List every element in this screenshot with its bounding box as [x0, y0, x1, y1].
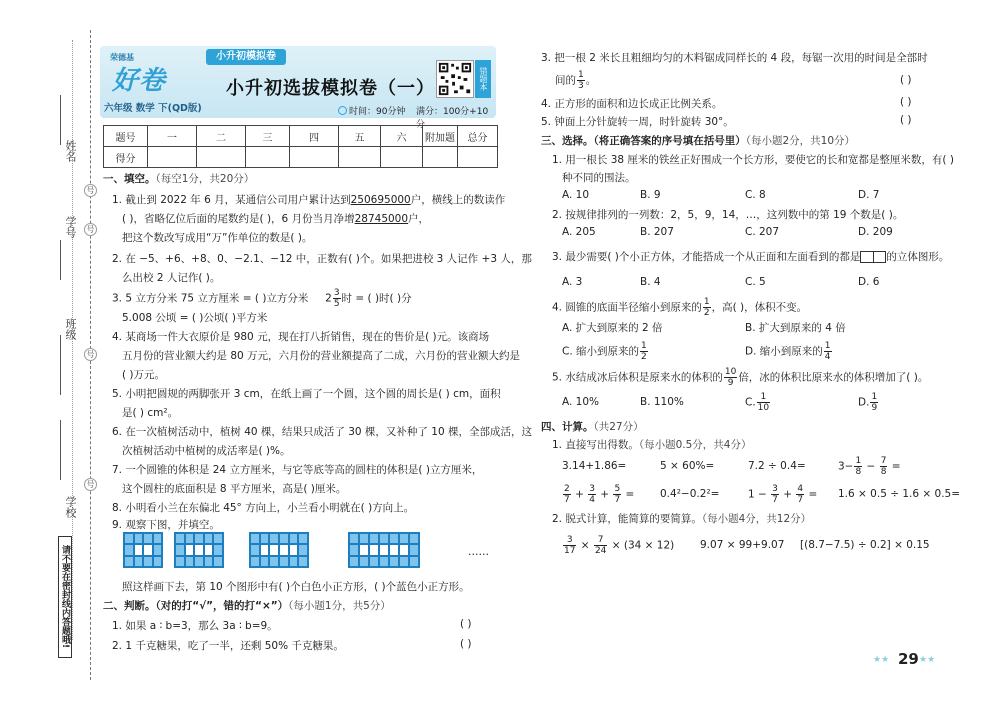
calc-1-expr-7: 1 − $\frac{3}{7}$ + $\frac{4}{7}$ = [748, 484, 818, 505]
score-input-cell[interactable] [290, 147, 339, 168]
choice-1-option-a[interactable]: A. 10 [562, 189, 590, 201]
choice-4-option-d[interactable]: D. 缩小到原来的 $\frac{1}{4}$ [745, 341, 831, 362]
choice-3-option-c[interactable]: C. 5 [745, 276, 766, 288]
pattern-figure-2 [174, 532, 224, 568]
calc-2-title: 2. 脱式计算，能简算的要简算。（每小题4分，共12分） [552, 513, 812, 525]
table-cell: 总分 [458, 126, 498, 147]
seal-mark: 号 [84, 223, 97, 236]
judge-5: 5. 钟面上分针旋转一周，时针旋转 30°。 [541, 116, 734, 128]
star-decoration-right: ★★ [919, 655, 936, 665]
choice-2: 2. 按规律排列的一列数：2，5，9，14，…，这列数中的第 19 个数是( )。 [552, 209, 904, 221]
calc-2-expr-2: 9.07 × 99+9.07 [700, 539, 785, 551]
choice-1-option-c[interactable]: C. 8 [745, 189, 766, 201]
choice-3: 3. 最少需要( )个小正方体，才能搭成一个从正面和左面看到的都是 的立体图形。 [552, 251, 950, 263]
page-number: 29 [898, 650, 919, 668]
score-input-cell[interactable] [423, 147, 458, 168]
exam-time: 时间：90分钟 [338, 104, 405, 117]
score-input-cell[interactable] [148, 147, 197, 168]
answer-paren[interactable]: ( ) [900, 74, 912, 86]
choice-1-option-b[interactable]: B. 9 [640, 189, 661, 201]
score-input-cell[interactable] [381, 147, 423, 168]
choice-3-option-d[interactable]: D. 6 [858, 276, 880, 288]
question-5-line-2: 是( ) cm²。 [122, 407, 179, 419]
school-label: 学校 [64, 496, 77, 518]
question-7-line-2: 这个圆柱的底面积是 8 平方厘米，高是( )厘米。 [122, 483, 347, 495]
choice-3-option-a[interactable]: A. 3 [562, 276, 583, 288]
calc-1-title: 1. 直接写出得数。（每小题0.5分，共4分） [552, 439, 752, 451]
question-3-line-2: 5.008 公顷 = ( )公顷( )平方米 [122, 312, 268, 324]
choice-4-option-c[interactable]: C. 缩小到原来的 $\frac{1}{2}$ [562, 341, 647, 362]
calc-2-expr-3: [(8.7−7.5) ÷ 0.2] × 0.15 [800, 539, 930, 551]
choice-4-option-a[interactable]: A. 扩大到原来的 2 倍 [562, 322, 663, 334]
choice-4: 4. 圆锥的底面半径缩小到原来的 $\frac{1}{2}$ ，高( )，体积不变。 [552, 297, 808, 318]
clock-icon [338, 106, 347, 115]
question-1-line-3: 把这个数改写成用“万”作单位的数是( )。 [122, 232, 313, 244]
question-7-line-1: 7. 一个圆锥的体积是 24 立方厘米，与它等底等高的圆柱的体积是( )立方厘米， [112, 464, 483, 476]
question-5-line-1: 5. 小明把圆规的两脚张开 3 cm，在纸上画了一个圆，这个圆的周长是( ) cm，面积 [112, 388, 501, 400]
table-cell: 三 [246, 126, 290, 147]
question-9-blank-line: 照这样画下去，第 10 个图形中有( )个白色小正方形，( )个蓝色小正方形。 [122, 581, 470, 593]
seal-warning: 请不要在密封线内答题哦! [58, 536, 72, 658]
calc-1-expr-6: 0.4²−0.2²= [660, 488, 720, 500]
question-4-line-2: 五月份的营业额大约是 80 万元，六月份的营业额提高了二成，六月份的营业额大约是 [122, 350, 521, 362]
seal-mark: 号 [84, 348, 97, 361]
pattern-ellipsis: …… [468, 546, 489, 558]
brand-logo: 好卷 [112, 66, 167, 96]
choice-5: 5. 水结成冰后体积是原来水的体积的 $\frac{10}{9}$ 倍，冰的体积比原来水的体积增加了( )。 [552, 367, 929, 388]
score-input-cell[interactable] [458, 147, 498, 168]
series-tag: 小升初模拟卷 [206, 49, 286, 65]
question-8: 8. 小明看小兰在东偏北 45° 方向上，小兰看小明就在( )方向上。 [112, 502, 415, 514]
name-label: 姓名 [64, 140, 77, 162]
answer-paren[interactable]: ( ) [460, 638, 472, 650]
choice-1-option-d[interactable]: D. 7 [858, 189, 880, 201]
score-table-score-row [104, 147, 498, 168]
question-4-line-3: ( )万元。 [122, 369, 166, 381]
mistake-book-tag: 错题本 [475, 60, 491, 98]
choice-2-option-b[interactable]: B. 207 [640, 226, 674, 238]
choice-1-line-1: 1. 用一根长 38 厘米的铁丝正好围成一个长方形，要使它的长和宽都是整厘米数，有( ) [552, 154, 954, 166]
class-label: 班级 [64, 318, 77, 340]
pattern-figure-3 [249, 532, 309, 568]
exam-full-score: 满分：100分+10分 [416, 107, 489, 130]
question-2-line-2: 么出校 2 人记作( )。 [122, 272, 221, 284]
answer-paren[interactable]: ( ) [460, 618, 472, 630]
judge-3-line-1: 3. 把一根 2 米长且粗细均匀的木料锯成同样长的 4 段，每锯一次用的时间是全部时 [541, 52, 928, 64]
question-6-line-2: 次植树活动中植树的成活率是( )%。 [122, 445, 291, 457]
choice-3-option-b[interactable]: B. 4 [640, 276, 661, 288]
seal-dotted-line [72, 40, 73, 640]
calc-1-expr-1: 3.14+1.86= [562, 460, 627, 472]
pattern-figure-4 [348, 532, 420, 568]
calc-2-expr-1: $\frac{3}{17}$ × $\frac{7}{24}$ × (34 × 12) [564, 535, 675, 556]
choice-5-option-d[interactable]: D. $\frac{1}{9}$ [858, 392, 878, 413]
calc-1-expr-4: 3− $\frac{1}{8}$ − $\frac{7}{8}$ = [838, 456, 901, 477]
section-fill-blank-title: 一、填空。（每空1分，共20分） [103, 173, 255, 185]
choice-2-option-c[interactable]: C. 207 [745, 226, 780, 238]
publisher-name: 荣德基 [110, 53, 134, 62]
section-calc-title: 四、计算。（共27分） [541, 421, 644, 433]
judge-3-line-2: 间的 $\frac{1}{3}$ 。 [555, 70, 597, 91]
question-2-line-1: 2. 在 −5、+6、+8、0、−2.1、−12 中，正数有( )个。如果把进校 3 人记作 +3 人，那 [112, 253, 532, 265]
question-9: 9. 观察下图，并填空。 [112, 519, 220, 531]
section-choice-title: 三、选择。（将正确答案的序号填在括号里）（每小题2分，共10分） [541, 135, 856, 147]
two-square-view-figure [860, 251, 886, 263]
choice-5-option-c[interactable]: C. $\frac{1}{10}$ [745, 392, 770, 413]
judge-2: 2. 1 千克糖果，吃了一半，还剩 50% 千克糖果。 [112, 640, 344, 652]
answer-paren[interactable]: ( ) [900, 96, 912, 108]
calc-1-expr-8: 1.6 × 0.5 ÷ 1.6 × 0.5= [838, 488, 961, 500]
qr-code-icon[interactable] [436, 60, 474, 98]
table-cell: 二 [197, 126, 246, 147]
table-cell: 一 [148, 126, 197, 147]
score-input-cell[interactable] [246, 147, 290, 168]
score-input-cell[interactable] [339, 147, 381, 168]
choice-4-option-b[interactable]: B. 扩大到原来的 4 倍 [745, 322, 846, 334]
score-input-cell[interactable] [197, 147, 246, 168]
score-table-header-row [104, 126, 498, 147]
answer-paren[interactable]: ( ) [900, 114, 912, 126]
seal-mark: 号 [84, 478, 97, 491]
choice-5-option-a[interactable]: A. 10% [562, 396, 600, 408]
table-cell: 五 [339, 126, 381, 147]
question-1-line-2: ( )，省略亿位后面的尾数约是( )，6 月份当月净增28745000户， [122, 213, 430, 225]
student-no-label: 学号 [64, 216, 77, 238]
calc-1-expr-3: 7.2 ÷ 0.4= [748, 460, 806, 472]
choice-5-option-b[interactable]: B. 110% [640, 396, 684, 408]
table-cell: 附加题 [423, 126, 458, 147]
pattern-figure-1 [123, 532, 163, 568]
page-title: 小升初选拔模拟卷（一） [226, 78, 435, 99]
header-banner [100, 46, 496, 130]
table-cell: 六 [381, 126, 423, 147]
section-judge-title: 二、判断。（对的打“√”，错的打“×”）（每小题1分，共5分） [103, 600, 391, 612]
star-decoration-left: ★★ [873, 655, 890, 665]
question-6-line-1: 6. 在一次植树活动中，植树 40 棵，结果只成活了 30 棵，又补种了 10 棵，全部成活，这 [112, 426, 532, 438]
question-4-line-1: 4. 某商场一件大衣原价是 980 元，现在打八折销售，现在的售价是( )元。该商场 [112, 331, 490, 343]
question-1-line-1: 1. 截止到 2022 年 6 月，某通信公司用户累计达到250695000户，横线上的数读作 [112, 194, 506, 206]
choice-2-option-a[interactable]: A. 205 [562, 226, 596, 238]
judge-1: 1. 如果 a ∶ b=3，那么 3a ∶ b=9。 [112, 620, 278, 632]
binding-margin [0, 0, 100, 711]
table-cell: 题号 [104, 126, 148, 147]
choice-1-line-2: 种不同的围法。 [562, 172, 636, 184]
table-cell: 得分 [104, 147, 148, 168]
calc-1-expr-5: $\frac{2}{7}$ + $\frac{3}{4}$ + $\frac{5}{7}$ = [564, 484, 635, 505]
question-3-line-1: 3. 5 立方分米 75 立方厘米 = ( )立方分米 2 $\frac{3}{5}$ 时 = ( )时( )分 [112, 288, 412, 309]
table-cell: 四 [290, 126, 339, 147]
calc-1-expr-2: 5 × 60%= [660, 460, 715, 472]
score-table [103, 125, 498, 168]
seal-mark: 号 [84, 184, 97, 197]
judge-4: 4. 正方形的面积和边长成正比例关系。 [541, 98, 723, 110]
choice-2-option-d[interactable]: D. 209 [858, 226, 893, 238]
grade-label: 六年级 数学 下(QD版) [104, 103, 202, 114]
